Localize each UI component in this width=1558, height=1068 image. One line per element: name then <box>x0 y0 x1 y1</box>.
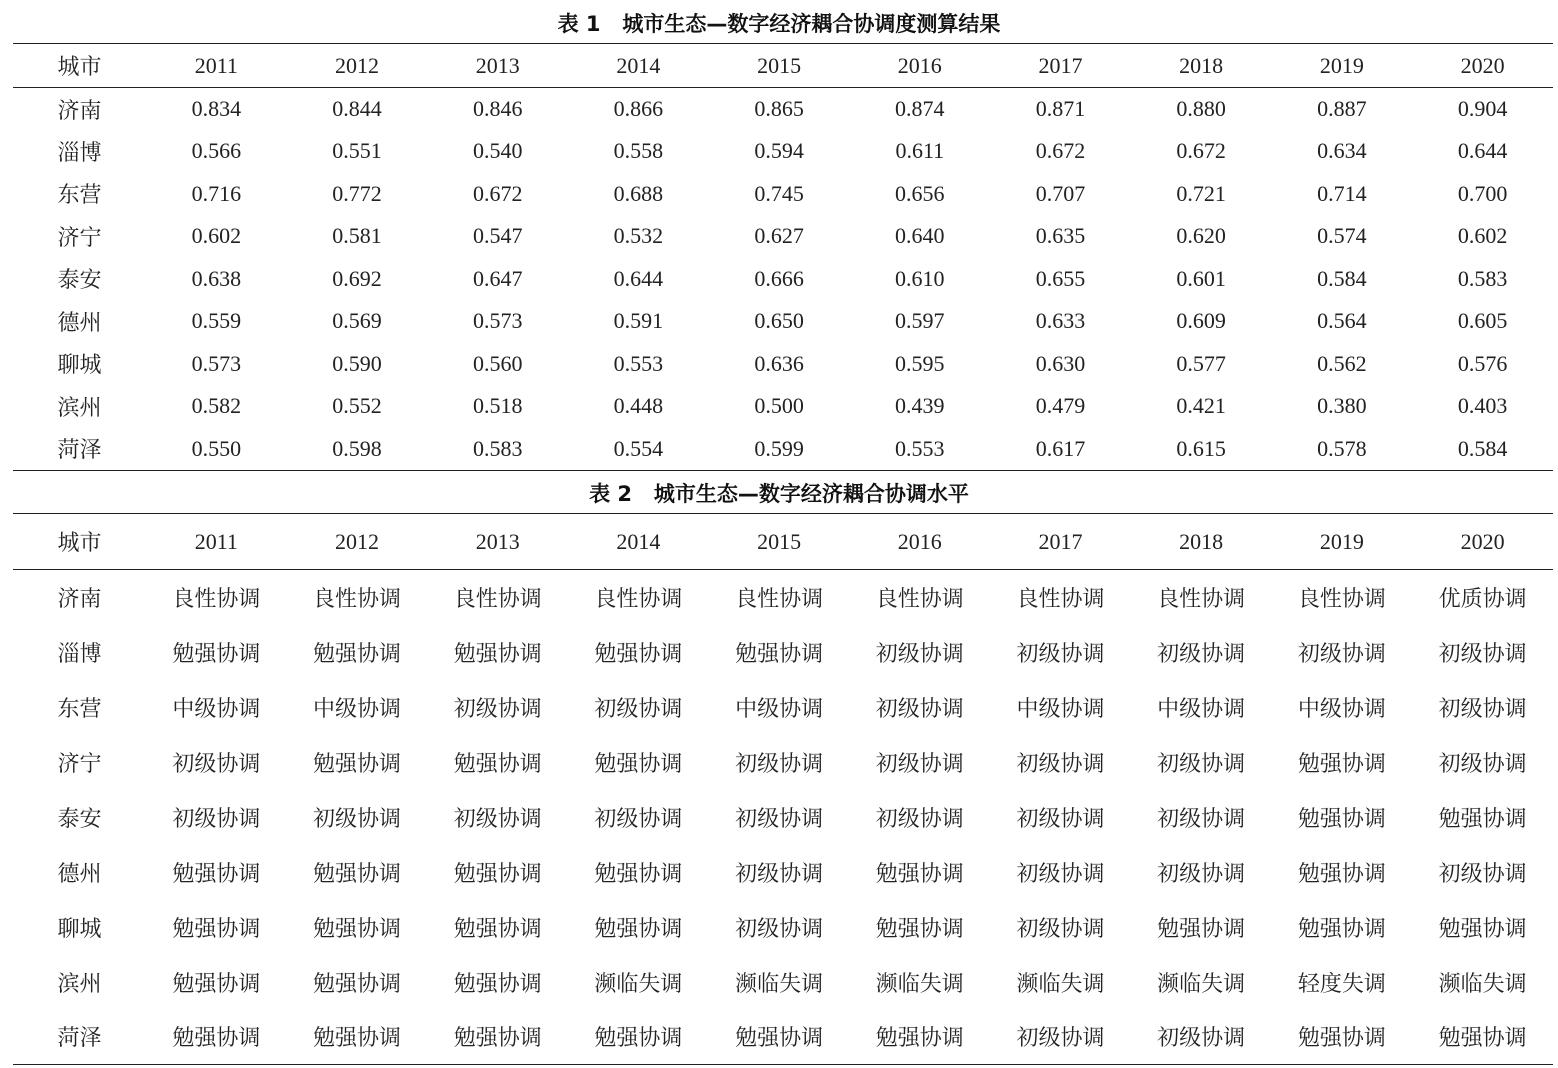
value-cell: 濒临失调 <box>1157 971 1246 997</box>
column-header-year: 2016 <box>849 44 990 88</box>
column-header-year: 2017 <box>990 44 1131 88</box>
value-cell: 良性协调 <box>1157 586 1246 612</box>
value-cell: 初级协调 <box>875 806 964 832</box>
value-cell: 勉强协调 <box>594 1026 683 1052</box>
value-cell: 0.644 <box>613 265 664 291</box>
value-cell: 0.594 <box>754 138 804 164</box>
value-cell: 良性协调 <box>172 586 261 612</box>
value-cell: 0.609 <box>1176 308 1226 334</box>
value-cell: 0.656 <box>895 180 945 206</box>
value-cell: 中级协调 <box>313 696 402 722</box>
value-cell: 0.448 <box>613 393 664 419</box>
value-cell: 初级协调 <box>313 806 402 832</box>
column-header-year: 2013 <box>427 514 568 570</box>
city-name-cell: 菏泽 <box>57 1026 102 1052</box>
city-name-cell: 聊城 <box>57 353 102 379</box>
value-cell: 0.597 <box>895 308 945 334</box>
value-cell: 0.595 <box>895 350 945 376</box>
value-cell: 0.611 <box>895 138 945 164</box>
column-header-year: 2014 <box>568 44 709 88</box>
table-header-row <box>13 44 1553 88</box>
value-cell: 0.745 <box>754 180 804 206</box>
column-header-year: 2016 <box>849 514 990 570</box>
value-cell: 0.635 <box>1035 223 1086 249</box>
value-cell: 0.672 <box>1176 138 1226 164</box>
value-cell: 勉强协调 <box>313 751 402 777</box>
value-cell: 勉强协调 <box>172 916 261 942</box>
value-cell: 0.558 <box>613 138 664 164</box>
value-cell: 0.634 <box>1317 138 1367 164</box>
value-cell: 0.532 <box>613 223 664 249</box>
city-name-cell: 聊城 <box>57 916 102 942</box>
value-cell: 0.627 <box>754 223 804 249</box>
column-header-year: 2018 <box>1131 514 1272 570</box>
value-cell: 初级协调 <box>875 641 964 667</box>
value-cell: 0.692 <box>332 265 382 291</box>
value-cell: 勉强协调 <box>313 641 402 667</box>
value-cell: 初级协调 <box>1016 641 1105 667</box>
value-cell: 0.605 <box>1457 308 1508 334</box>
value-cell: 勉强协调 <box>1438 806 1527 832</box>
value-cell: 0.707 <box>1035 180 1086 206</box>
column-header-year: 2019 <box>1272 44 1413 88</box>
value-cell: 0.564 <box>1317 308 1367 334</box>
value-cell: 初级协调 <box>1016 861 1105 887</box>
table-row <box>13 343 1553 386</box>
value-cell: 0.583 <box>472 435 523 461</box>
value-cell: 勉强协调 <box>594 861 683 887</box>
value-cell: 初级协调 <box>453 806 542 832</box>
value-cell: 0.574 <box>1317 223 1367 249</box>
value-cell: 初级协调 <box>735 916 824 942</box>
value-cell: 勉强协调 <box>1297 1026 1386 1052</box>
value-cell: 勉强协调 <box>1438 1026 1527 1052</box>
value-cell: 0.518 <box>472 393 523 419</box>
city-name-cell: 泰安 <box>57 268 102 294</box>
value-cell: 0.581 <box>332 223 382 249</box>
column-header-year: 2012 <box>287 514 428 570</box>
value-cell: 0.846 <box>472 96 523 121</box>
value-cell: 良性协调 <box>875 586 964 612</box>
value-cell: 勉强协调 <box>453 916 542 942</box>
table-row <box>13 790 1553 845</box>
value-cell: 0.721 <box>1176 180 1226 206</box>
value-cell: 0.871 <box>1035 96 1086 121</box>
value-cell: 0.573 <box>472 308 523 334</box>
column-header-year: 2015 <box>709 44 850 88</box>
value-cell: 初级协调 <box>172 806 261 832</box>
value-cell: 初级协调 <box>875 696 964 722</box>
value-cell: 濒临失调 <box>594 971 683 997</box>
table-row <box>13 258 1553 301</box>
value-cell: 0.865 <box>754 96 804 121</box>
value-cell: 0.553 <box>613 350 664 376</box>
table-row <box>13 173 1553 216</box>
city-name-cell: 菏泽 <box>57 438 102 463</box>
value-cell: 0.601 <box>1176 265 1226 291</box>
value-cell: 勉强协调 <box>453 971 542 997</box>
value-cell: 0.598 <box>332 435 382 461</box>
value-cell: 0.772 <box>332 180 382 206</box>
value-cell: 0.584 <box>1317 265 1367 291</box>
value-cell: 0.887 <box>1317 96 1367 121</box>
value-cell: 0.559 <box>191 308 242 334</box>
city-name-cell: 滨州 <box>57 395 102 421</box>
column-header-year: 2011 <box>146 44 287 88</box>
value-cell: 勉强协调 <box>172 971 261 997</box>
value-cell: 初级协调 <box>1438 641 1527 667</box>
value-cell: 良性协调 <box>313 586 402 612</box>
value-cell: 初级协调 <box>735 861 824 887</box>
value-cell: 0.552 <box>332 393 382 419</box>
column-header-year: 2018 <box>1131 44 1272 88</box>
value-cell: 轻度失调 <box>1297 971 1386 997</box>
value-cell: 濒临失调 <box>1016 971 1105 997</box>
value-cell: 初级协调 <box>172 751 261 777</box>
table1-caption: 表 1 城市生态—数字经济耦合协调度测算结果 <box>557 12 1001 36</box>
value-cell: 0.874 <box>895 96 945 121</box>
value-cell: 勉强协调 <box>1157 916 1246 942</box>
value-cell: 勉强协调 <box>453 861 542 887</box>
value-cell: 0.602 <box>1457 223 1508 249</box>
coupling-level-table <box>13 513 1553 1065</box>
value-cell: 0.688 <box>613 180 664 206</box>
column-header-year: 2012 <box>287 44 428 88</box>
value-cell: 勉强协调 <box>453 1026 542 1052</box>
table-row <box>13 845 1553 900</box>
value-cell: 0.647 <box>472 265 523 291</box>
value-cell: 勉强协调 <box>453 641 542 667</box>
value-cell: 初级协调 <box>1016 751 1105 777</box>
value-cell: 勉强协调 <box>313 971 402 997</box>
column-header-year: 2011 <box>146 514 287 570</box>
value-cell: 0.578 <box>1317 435 1367 461</box>
city-name-cell: 泰安 <box>57 806 102 832</box>
value-cell: 初级协调 <box>594 696 683 722</box>
table-row <box>13 955 1553 1010</box>
column-header-year: 2020 <box>1412 44 1553 88</box>
value-cell: 勉强协调 <box>313 1026 402 1052</box>
value-cell: 勉强协调 <box>1438 916 1527 942</box>
value-cell: 0.566 <box>191 138 242 164</box>
value-cell: 勉强协调 <box>735 641 824 667</box>
value-cell: 0.834 <box>191 96 242 121</box>
value-cell: 0.590 <box>332 350 382 376</box>
value-cell: 勉强协调 <box>1297 916 1386 942</box>
value-cell: 初级协调 <box>1157 641 1246 667</box>
value-cell: 勉强协调 <box>1297 861 1386 887</box>
value-cell: 濒临失调 <box>875 971 964 997</box>
value-cell: 0.672 <box>472 180 523 206</box>
value-cell: 0.666 <box>754 265 804 291</box>
value-cell: 初级协调 <box>1016 1026 1105 1052</box>
table-row <box>13 215 1553 258</box>
value-cell: 0.547 <box>472 223 523 249</box>
value-cell: 0.610 <box>895 265 945 291</box>
value-cell: 中级协调 <box>172 696 261 722</box>
column-header-city: 城市 <box>13 44 146 88</box>
table-row <box>13 385 1553 428</box>
value-cell: 勉强协调 <box>594 751 683 777</box>
value-cell: 0.584 <box>1457 435 1508 461</box>
value-cell: 初级协调 <box>1016 916 1105 942</box>
value-cell: 良性协调 <box>1016 586 1105 612</box>
coupling-degree-table <box>13 43 1553 471</box>
value-cell: 0.576 <box>1457 350 1508 376</box>
value-cell: 初级协调 <box>735 806 824 832</box>
table-row <box>13 570 1553 625</box>
value-cell: 0.577 <box>1176 350 1226 376</box>
value-cell: 勉强协调 <box>594 641 683 667</box>
city-name-cell: 东营 <box>57 696 102 722</box>
column-header-year: 2019 <box>1272 514 1413 570</box>
value-cell: 0.602 <box>191 223 242 249</box>
value-cell: 0.633 <box>1035 308 1086 334</box>
value-cell: 勉强协调 <box>594 916 683 942</box>
city-name-cell: 济南 <box>57 586 102 612</box>
value-cell: 0.551 <box>332 138 382 164</box>
table-row <box>13 428 1553 471</box>
value-cell: 0.560 <box>472 350 523 376</box>
value-cell: 0.479 <box>1035 393 1086 419</box>
column-header-year: 2014 <box>568 514 709 570</box>
value-cell: 勉强协调 <box>1297 806 1386 832</box>
value-cell: 勉强协调 <box>172 1026 261 1052</box>
city-name-cell: 济宁 <box>57 751 102 777</box>
city-name-cell: 德州 <box>57 861 102 887</box>
value-cell: 勉强协调 <box>313 861 402 887</box>
value-cell: 0.550 <box>191 435 242 461</box>
value-cell: 良性协调 <box>1297 586 1386 612</box>
value-cell: 0.554 <box>613 435 664 461</box>
value-cell: 0.650 <box>754 308 804 334</box>
value-cell: 0.569 <box>332 308 382 334</box>
value-cell: 初级协调 <box>1016 806 1105 832</box>
value-cell: 良性协调 <box>735 586 824 612</box>
table-row <box>13 735 1553 790</box>
value-cell: 0.644 <box>1457 138 1508 164</box>
value-cell: 0.638 <box>191 265 242 291</box>
column-header-city: 城市 <box>13 514 146 570</box>
value-cell: 0.655 <box>1035 265 1086 291</box>
value-cell: 0.672 <box>1035 138 1086 164</box>
value-cell: 初级协调 <box>875 751 964 777</box>
value-cell: 0.582 <box>191 393 242 419</box>
value-cell: 初级协调 <box>1157 751 1246 777</box>
value-cell: 勉强协调 <box>313 916 402 942</box>
value-cell: 初级协调 <box>1157 806 1246 832</box>
value-cell: 0.553 <box>895 435 945 461</box>
city-name-cell: 济南 <box>57 98 102 124</box>
column-header-year: 2017 <box>990 514 1131 570</box>
value-cell: 0.439 <box>895 393 945 419</box>
table-row <box>13 900 1553 955</box>
value-cell: 0.562 <box>1317 350 1367 376</box>
value-cell: 勉强协调 <box>875 916 964 942</box>
value-cell: 濒临失调 <box>735 971 824 997</box>
value-cell: 0.880 <box>1176 96 1226 121</box>
table-row <box>13 130 1553 173</box>
value-cell: 中级协调 <box>1297 696 1386 722</box>
value-cell: 中级协调 <box>735 696 824 722</box>
value-cell: 0.636 <box>754 350 804 376</box>
table-row <box>13 88 1553 131</box>
value-cell: 中级协调 <box>1016 696 1105 722</box>
value-cell: 良性协调 <box>594 586 683 612</box>
value-cell: 勉强协调 <box>453 751 542 777</box>
value-cell: 初级协调 <box>1438 751 1527 777</box>
city-name-cell: 济宁 <box>57 225 102 251</box>
value-cell: 0.500 <box>754 393 804 419</box>
value-cell: 0.573 <box>191 350 242 376</box>
value-cell: 0.866 <box>613 96 664 121</box>
value-cell: 初级协调 <box>1438 861 1527 887</box>
value-cell: 濒临失调 <box>1438 971 1527 997</box>
value-cell: 良性协调 <box>453 586 542 612</box>
value-cell: 初级协调 <box>594 806 683 832</box>
value-cell: 初级协调 <box>1157 1026 1246 1052</box>
value-cell: 0.630 <box>1035 350 1086 376</box>
value-cell: 0.421 <box>1176 393 1226 419</box>
value-cell: 0.617 <box>1035 435 1086 461</box>
value-cell: 初级协调 <box>453 696 542 722</box>
value-cell: 0.714 <box>1317 180 1367 206</box>
value-cell: 0.403 <box>1457 393 1508 419</box>
value-cell: 0.904 <box>1457 96 1508 121</box>
value-cell: 0.615 <box>1176 435 1226 461</box>
value-cell: 初级协调 <box>1297 641 1386 667</box>
column-header-year: 2013 <box>427 44 568 88</box>
value-cell: 勉强协调 <box>735 1026 824 1052</box>
value-cell: 0.716 <box>191 180 242 206</box>
table-row <box>13 1010 1553 1065</box>
value-cell: 中级协调 <box>1157 696 1246 722</box>
table-header-row <box>13 514 1553 570</box>
value-cell: 勉强协调 <box>172 861 261 887</box>
column-header-year: 2020 <box>1412 514 1553 570</box>
city-name-cell: 德州 <box>57 310 102 336</box>
city-name-cell: 滨州 <box>57 971 102 997</box>
value-cell: 0.844 <box>332 96 382 121</box>
city-name-cell: 淄博 <box>57 641 102 667</box>
value-cell: 0.620 <box>1176 223 1226 249</box>
value-cell: 优质协调 <box>1438 586 1527 612</box>
value-cell: 0.380 <box>1317 393 1367 419</box>
table-row <box>13 300 1553 343</box>
city-name-cell: 东营 <box>57 183 102 209</box>
table2-caption: 表 2 城市生态—数字经济耦合协调水平 <box>589 482 969 506</box>
value-cell: 初级协调 <box>1157 861 1246 887</box>
value-cell: 0.591 <box>613 308 664 334</box>
value-cell: 0.700 <box>1457 180 1508 206</box>
value-cell: 初级协调 <box>1438 696 1527 722</box>
table-row <box>13 625 1553 680</box>
value-cell: 勉强协调 <box>172 641 261 667</box>
value-cell: 0.640 <box>895 223 945 249</box>
value-cell: 初级协调 <box>735 751 824 777</box>
value-cell: 勉强协调 <box>1297 751 1386 777</box>
value-cell: 0.540 <box>472 138 523 164</box>
value-cell: 0.599 <box>754 435 804 461</box>
value-cell: 0.583 <box>1457 265 1508 291</box>
table-row <box>13 680 1553 735</box>
value-cell: 勉强协调 <box>875 1026 964 1052</box>
column-header-year: 2015 <box>709 514 850 570</box>
value-cell: 勉强协调 <box>875 861 964 887</box>
city-name-cell: 淄博 <box>57 140 102 166</box>
